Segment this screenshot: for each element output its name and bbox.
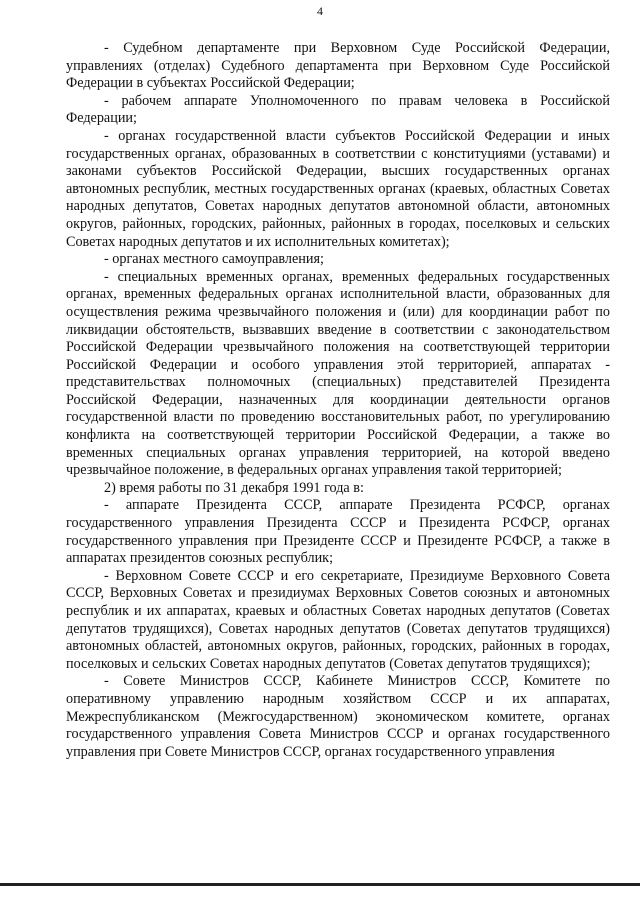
bottom-rule (0, 883, 640, 886)
paragraph-regional-authorities: - органах государственной власти субъектов Российской Федерации и иных государственных органах, образованных в соответствии с конституциями (уставами) и законами субъектов Российской Федерации, высших государственных органах автономных республик, местных государственных органах (краевых, областных Советах народных депутатов, Советах народных депутатов автономной области, автономных округов, районных, городских, районных, районных в городах, поселковых и сельских Советах народных депутатов и их исполнительных комитетах); (66, 127, 610, 250)
paragraph-president-apparatus: - аппарате Президента СССР, аппарате Президента РСФСР, органах государственного управления Президента СССР и Президента РСФСР, органах государственного управления при Президенте СССР и Президенте РСФСР, а также в аппаратах президентов союзных республик; (66, 497, 610, 567)
paragraph-section-2-heading: 2) время работы по 31 декабря 1991 года в: (104, 479, 364, 496)
paragraph-council-of-ministers: - Совете Министров СССР, Кабинете Министров СССР, Комитете по оперативному управлению народным хозяйством СССР и их аппаратах, Межреспубликанском (Межгосударственном) экономическом комитете, органах государственного управления Совета Министров СССР и органах государственного управления при Совете Министров СССР, органах государственного управления (66, 673, 610, 760)
paragraph-supreme-soviet: - Верховном Совете СССР и его секретариате, Президиуме Верховного Совета СССР, Верховных Советах и президиумах Верховных Советов союзных и автономных республик и их аппаратах, краевых и областных Советах народных депутатов (Советах депутатов трудящихся), Советах народных депутатов (Советах депутатов трудящихся) автономных областей, автономных округов, районных, городских, районных в городах, поселковых и сельских Советах народных депутатов (Советах депутатов трудящихся); (66, 567, 610, 672)
document-body (66, 40, 610, 761)
paragraph-ombudsman-apparatus: - рабочем аппарате Уполномоченного по правам человека в Российской Федерации; (66, 92, 610, 127)
paragraph-local-self-government: - органах местного самоуправления; (104, 251, 324, 268)
paragraph-special-temporary-bodies: - специальных временных органах, временных федеральных государственных органах, временных федеральных органах исполнительной власти, образованных для осуществления режима чрезвычайного положения и (или) для координации работ по ликвидации обстоятельств, вызвавших введение в соответствии с законодательством Российской Федерации чрезвычайного положения на соответствующей территории Российской Федерации и особого управления этой территорией, аппаратах - представительствах полномочных (специальных) представителей Президента Российской Федерации, назначенных для координации деятельности органов государственной власти по проведению восстановительных работ, по урегулированию конфликта на соответствующей территории Российской Федерации, а также во временных специальных органах управления территорией, на которой введено чрезвычайное положение, в федеральных органах управления такой территорией; (66, 268, 610, 479)
paragraph-judicial-department: - Судебном департаменте при Верховном Суде Российской Федерации, управлениях (отделах) Судебного департамента при Верховном Суде Российской Федерации в субъектах Российской Федерации; (66, 40, 610, 92)
page-number: 4 (317, 4, 323, 18)
